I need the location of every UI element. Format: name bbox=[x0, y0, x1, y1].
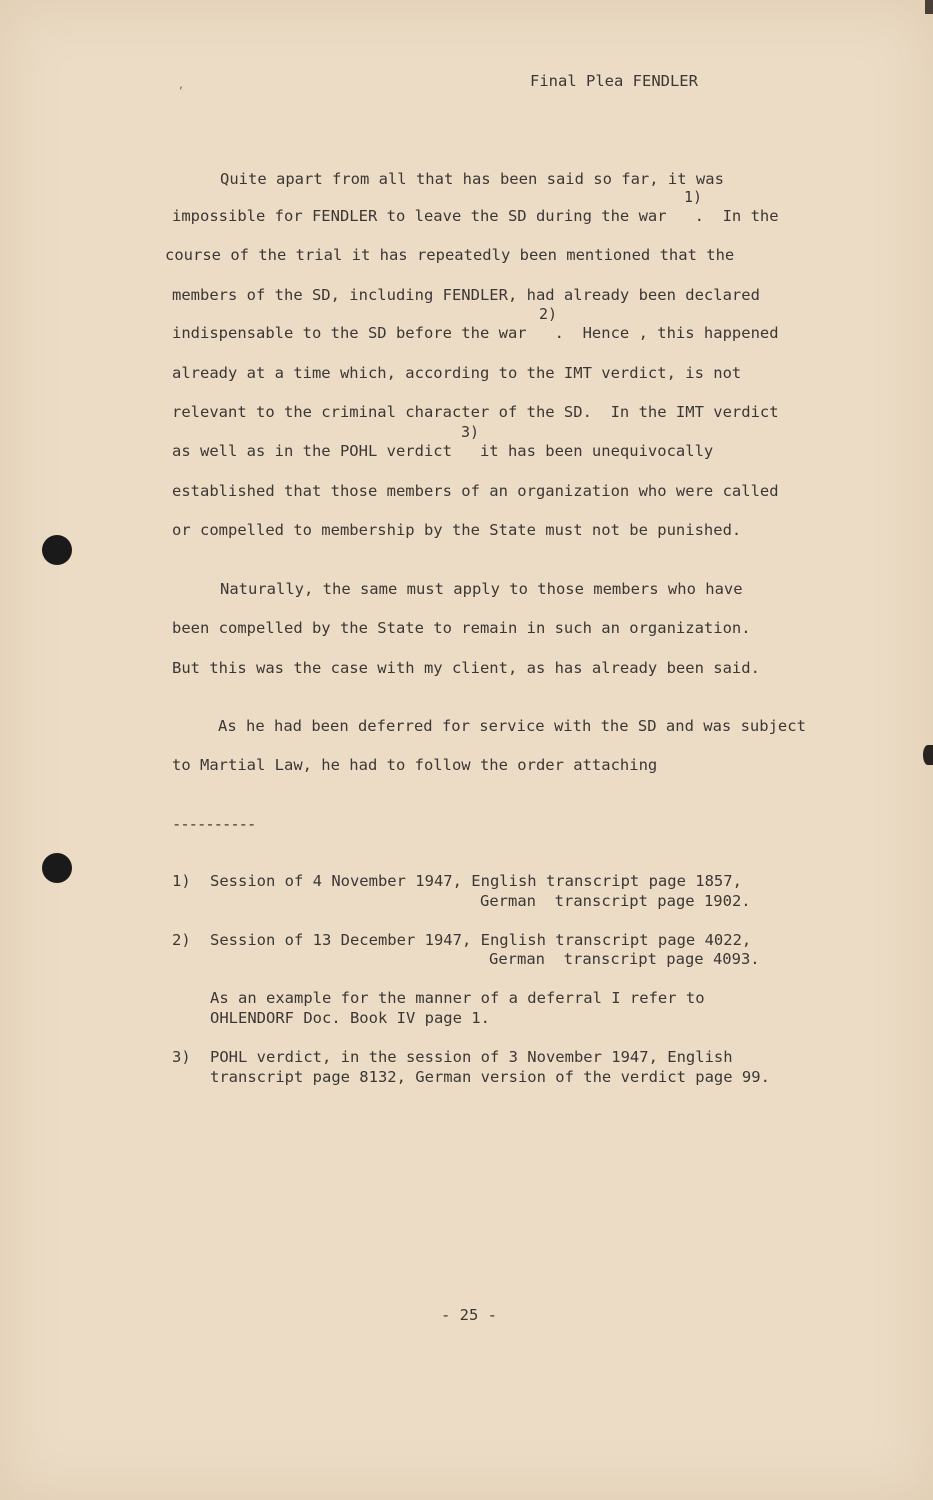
corner-mark bbox=[925, 0, 933, 14]
paragraph1-line-7: relevant to the criminal character of the SD. In the IMT verdict bbox=[172, 403, 779, 421]
stray-mark: , bbox=[178, 80, 185, 91]
paragraph1-line-8: as well as in the POHL verdict it has been unequivocally bbox=[172, 442, 714, 460]
paragraph1-line-10: or compelled to membership by the State must not be punished. bbox=[172, 521, 742, 539]
footnote-3-number: 3) bbox=[172, 1048, 191, 1066]
page-number: - 25 - bbox=[441, 1306, 497, 1324]
footnote-1-line-2: German transcript page 1902. bbox=[480, 892, 751, 910]
footnote-2b-line-2: OHLENDORF Doc. Book IV page 1. bbox=[210, 1009, 490, 1027]
footnote-2-line-1: Session of 13 December 1947, English transcript page 4022, bbox=[210, 931, 752, 949]
footnote-2b-line-1: As an example for the manner of a deferral I refer to bbox=[210, 989, 705, 1007]
paragraph1-line-4: members of the SD, including FENDLER, had already been declared bbox=[172, 286, 760, 304]
footnote-ref-3: 3) bbox=[461, 423, 480, 441]
paragraph1-line-2: impossible for FENDLER to leave the SD during the war . In the bbox=[172, 207, 779, 225]
footnote-1-line-1: Session of 4 November 1947, English transcript page 1857, bbox=[210, 872, 742, 890]
paragraph3-line-2: to Martial Law, he had to follow the order attaching bbox=[172, 756, 658, 774]
punch-hole bbox=[42, 535, 72, 565]
paragraph1-line-6: already at a time which, according to the IMT verdict, is not bbox=[172, 364, 742, 382]
footnote-3-line-1: POHL verdict, in the session of 3 November 1947, English bbox=[210, 1048, 733, 1066]
paragraph1-line-3: course of the trial it has repeatedly been mentioned that the bbox=[165, 246, 735, 264]
paragraph1-line-1: Quite apart from all that has been said so far, it was bbox=[220, 170, 724, 188]
paragraph2-line-3: But this was the case with my client, as has already been said. bbox=[172, 659, 760, 677]
punch-hole bbox=[42, 853, 72, 883]
footnote-3-line-2: transcript page 8132, German version of the verdict page 99. bbox=[210, 1068, 770, 1086]
footnote-ref-1: 1) bbox=[684, 188, 703, 206]
paragraph2-line-2: been compelled by the State to remain in such an organization. bbox=[172, 619, 751, 637]
footnote-2-number: 2) bbox=[172, 931, 191, 949]
paragraph2-line-1: Naturally, the same must apply to those members who have bbox=[220, 580, 743, 598]
page-header: Final Plea FENDLER bbox=[530, 72, 698, 90]
footnote-1-number: 1) bbox=[172, 872, 191, 890]
footnote-2-line-2: German transcript page 4093. bbox=[489, 950, 760, 968]
footnote-ref-2: 2) bbox=[539, 305, 558, 323]
footnote-separator: ---------- bbox=[172, 815, 256, 833]
paragraph1-line-5: indispensable to the SD before the war . Hence , this happened bbox=[172, 324, 779, 342]
paragraph3-line-1: As he had been deferred for service with the SD and was subject bbox=[218, 717, 806, 735]
edge-mark bbox=[923, 745, 933, 765]
paragraph1-line-9: established that those members of an organization who were called bbox=[172, 482, 779, 500]
